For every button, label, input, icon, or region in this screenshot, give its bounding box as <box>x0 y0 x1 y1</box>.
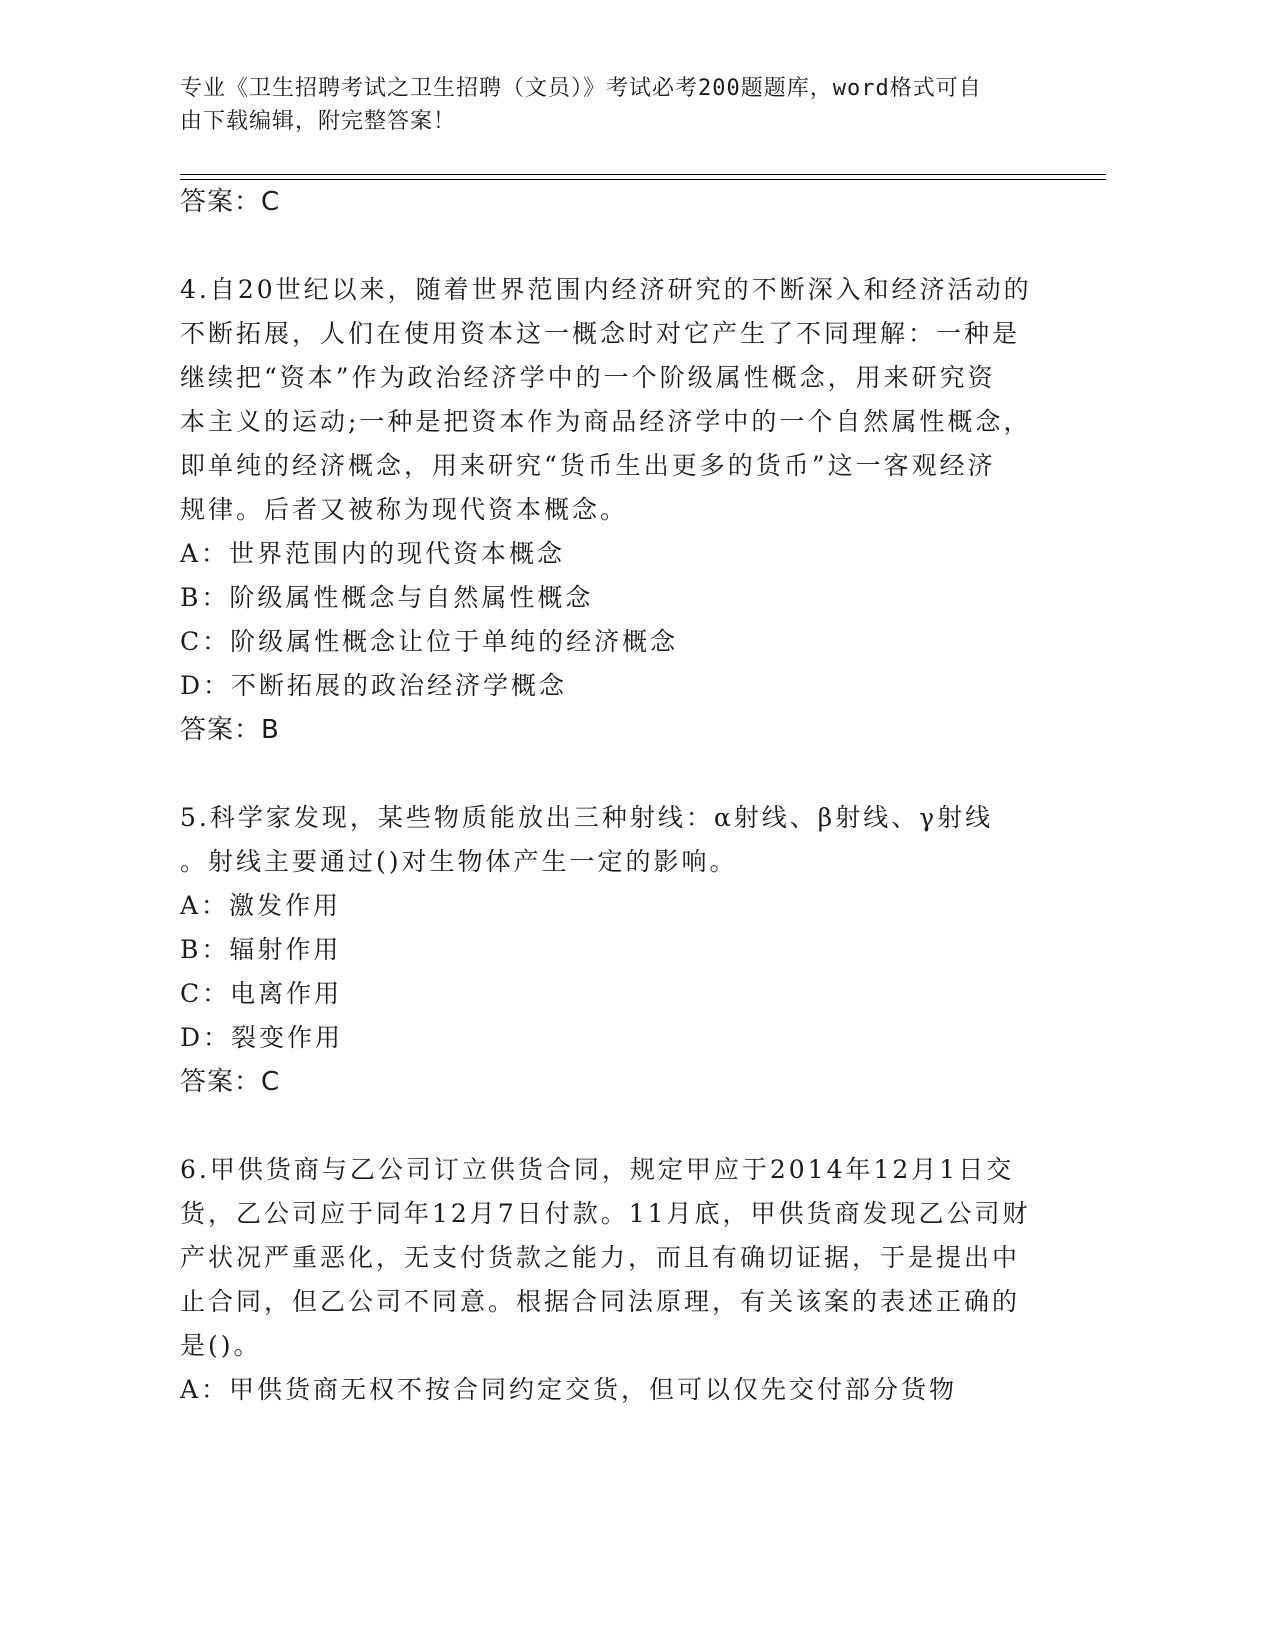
question-text-line: 不断拓展，人们在使用资本这一概念时对它产生了不同理解：一种是 <box>180 319 1021 348</box>
spacer <box>180 752 1080 796</box>
question-text-line: 货，乙公司应于同年12月7日付款。11月底，甲供货商发现乙公司财 <box>180 1199 1031 1228</box>
document-body <box>180 180 1080 1412</box>
answer-5: 答案：C <box>180 1067 281 1097</box>
question-text-line: 6.甲供货商与乙公司订立供货合同，规定甲应于2014年12月1日交 <box>180 1155 1015 1184</box>
header-rule-top <box>180 174 1106 175</box>
option-a: A：激发作用 <box>180 891 342 920</box>
option-a: A：甲供货商无权不按合同约定交货，但可以仅先交付部分货物 <box>180 1375 958 1404</box>
question-text-line: 即单纯的经济概念，用来研究“货币生出更多的货币”这一客观经济 <box>180 451 996 480</box>
question-text-line: 继续把“资本”作为政治经济学中的一个阶级属性概念，用来研究资 <box>180 363 996 392</box>
option-d: D：裂变作用 <box>180 1023 344 1052</box>
question-text-line: 本主义的运动;一种是把资本作为商品经济学中的一个自然属性概念， <box>180 407 1032 436</box>
question-text-line: 4.自20世纪以来，随着世界范围内经济研究的不断深入和经济活动的 <box>180 275 1032 304</box>
header-line-1: 专业《卫生招聘考试之卫生招聘（文员）》考试必考200题题库，word格式可自 <box>180 76 982 101</box>
question-5 <box>180 796 1080 1104</box>
question-6 <box>180 1148 1080 1412</box>
question-text-line: 规律。后者又被称为现代资本概念。 <box>180 495 629 524</box>
header-line-2: 由下载编辑，附完整答案！ <box>180 109 457 134</box>
spacer <box>180 1104 1080 1148</box>
question-text-line: 5.科学家发现，某些物质能放出三种射线：α射线、β射线、γ射线 <box>180 803 994 832</box>
option-b: B：阶级属性概念与自然属性概念 <box>180 583 594 612</box>
spacer <box>180 224 1080 268</box>
question-text-line: 。射线主要通过()对生物体产生一定的影响。 <box>180 847 738 876</box>
option-c: C：阶级属性概念让位于单纯的经济概念 <box>180 627 679 656</box>
answer-4: 答案：B <box>180 715 280 745</box>
option-d: D：不断拓展的政治经济学概念 <box>180 671 568 700</box>
option-b: B：辐射作用 <box>180 935 342 964</box>
question-text-line: 止合同，但乙公司不同意。根据合同法原理，有关该案的表述正确的 <box>180 1287 1021 1316</box>
option-a: A：世界范围内的现代资本概念 <box>180 539 566 568</box>
question-text-line: 产状况严重恶化，无支付货款之能力，而且有确切证据，于是提出中 <box>180 1243 1021 1272</box>
answer-3: 答案：C <box>180 187 281 217</box>
option-c: C：电离作用 <box>180 979 343 1008</box>
question-text-line: 是()。 <box>180 1331 262 1360</box>
question-4 <box>180 268 1080 752</box>
document-header <box>180 72 1050 138</box>
